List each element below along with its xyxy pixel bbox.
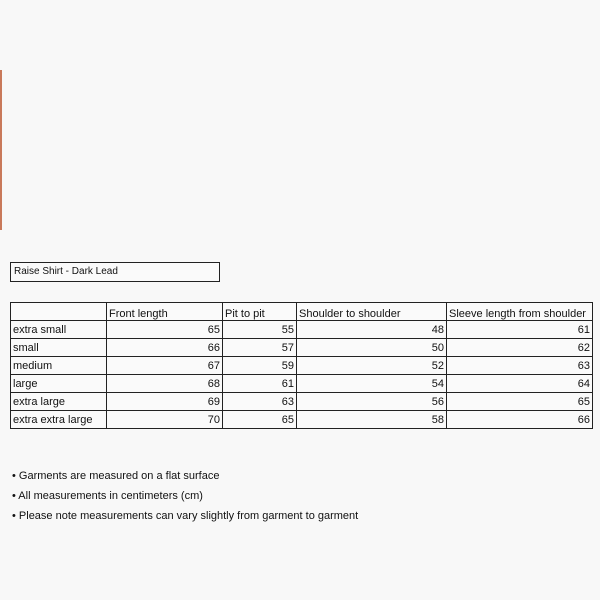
shoulder-value: 52 bbox=[297, 357, 447, 375]
header-shoulder-to-shoulder: Shoulder to shoulder bbox=[297, 303, 447, 321]
pit-to-pit-value: 55 bbox=[223, 321, 297, 339]
sleeve-value: 65 bbox=[447, 393, 593, 411]
table-row bbox=[11, 339, 593, 357]
pit-to-pit-value: 65 bbox=[223, 411, 297, 429]
size-label: extra large bbox=[11, 393, 107, 411]
note-centimeters: • All measurements in centimeters (cm) bbox=[12, 490, 203, 502]
size-label: medium bbox=[11, 357, 107, 375]
front-length-value: 70 bbox=[107, 411, 223, 429]
measurement-notes bbox=[12, 466, 358, 526]
sleeve-value: 63 bbox=[447, 357, 593, 375]
edge-strip bbox=[0, 70, 2, 230]
table-row bbox=[11, 411, 593, 429]
front-length-value: 67 bbox=[107, 357, 223, 375]
front-length-value: 68 bbox=[107, 375, 223, 393]
pit-to-pit-value: 63 bbox=[223, 393, 297, 411]
size-label: extra small bbox=[11, 321, 107, 339]
size-label: small bbox=[11, 339, 107, 357]
table-row bbox=[11, 321, 593, 339]
front-length-value: 69 bbox=[107, 393, 223, 411]
shoulder-value: 50 bbox=[297, 339, 447, 357]
size-chart-table bbox=[10, 302, 593, 429]
sleeve-value: 62 bbox=[447, 339, 593, 357]
table-row bbox=[11, 357, 593, 375]
product-title: Raise Shirt - Dark Lead bbox=[10, 262, 220, 282]
header-front-length: Front length bbox=[107, 303, 223, 321]
shoulder-value: 56 bbox=[297, 393, 447, 411]
table-row bbox=[11, 393, 593, 411]
sleeve-value: 61 bbox=[447, 321, 593, 339]
table-header-row bbox=[11, 303, 593, 321]
note-variation: • Please note measurements can vary slightly from garment to garment bbox=[12, 510, 359, 522]
table-row bbox=[11, 375, 593, 393]
sleeve-value: 66 bbox=[447, 411, 593, 429]
size-label: extra extra large bbox=[11, 411, 107, 429]
pit-to-pit-value: 57 bbox=[223, 339, 297, 357]
note-flat-surface: • Garments are measured on a flat surface bbox=[12, 470, 220, 482]
shoulder-value: 54 bbox=[297, 375, 447, 393]
shoulder-value: 58 bbox=[297, 411, 447, 429]
front-length-value: 66 bbox=[107, 339, 223, 357]
pit-to-pit-value: 59 bbox=[223, 357, 297, 375]
header-size bbox=[11, 303, 107, 321]
pit-to-pit-value: 61 bbox=[223, 375, 297, 393]
header-sleeve-length: Sleeve length from shoulder bbox=[447, 303, 593, 321]
front-length-value: 65 bbox=[107, 321, 223, 339]
header-pit-to-pit: Pit to pit bbox=[223, 303, 297, 321]
shoulder-value: 48 bbox=[297, 321, 447, 339]
size-label: large bbox=[11, 375, 107, 393]
sleeve-value: 64 bbox=[447, 375, 593, 393]
